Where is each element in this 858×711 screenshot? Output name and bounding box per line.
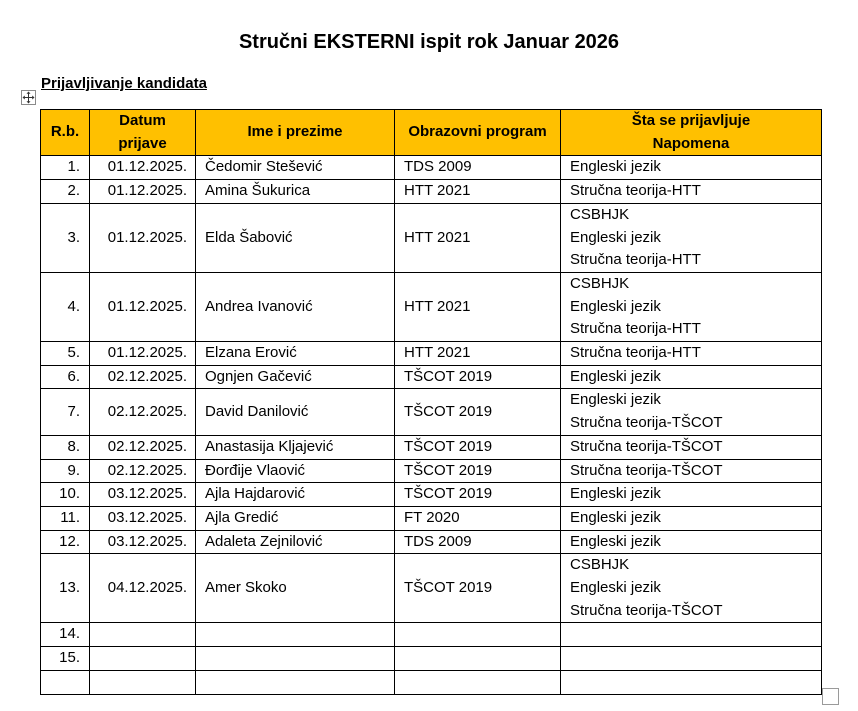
cell-program[interactable] xyxy=(395,647,561,671)
cell-napomena[interactable] xyxy=(561,459,822,483)
cell-rb[interactable]: 10. xyxy=(41,483,90,507)
cell-datum[interactable]: 01.12.2025. xyxy=(90,156,196,180)
cell-rb[interactable]: 8. xyxy=(41,435,90,459)
cell-napomena[interactable] xyxy=(561,670,822,694)
cell-program[interactable] xyxy=(395,623,561,647)
cell-rb[interactable]: 9. xyxy=(41,459,90,483)
cell-datum[interactable]: 02.12.2025. xyxy=(90,365,196,389)
cell-program[interactable]: TDS 2009 xyxy=(395,156,561,180)
cell-napomena[interactable] xyxy=(561,530,822,554)
napomena-line: Engleski jezik xyxy=(570,508,661,526)
cell-datum[interactable] xyxy=(90,647,196,671)
cell-ime[interactable]: Elda Šabović xyxy=(196,203,395,272)
napomena-line: CSBHJK xyxy=(570,274,630,292)
cell-rb[interactable]: 6. xyxy=(41,365,90,389)
cell-datum[interactable]: 01.12.2025. xyxy=(90,203,196,272)
table-row xyxy=(41,506,822,530)
cell-datum[interactable]: 02.12.2025. xyxy=(90,389,196,435)
cell-ime[interactable]: Ognjen Gačević xyxy=(196,365,395,389)
table-row xyxy=(41,483,822,507)
table-row xyxy=(41,180,822,204)
cell-datum[interactable]: 01.12.2025. xyxy=(90,180,196,204)
cell-napomena[interactable] xyxy=(561,272,822,341)
napomena-line: Engleski jezik xyxy=(570,485,661,503)
napomena-line: CSBHJK xyxy=(570,556,630,574)
cell-rb[interactable]: 11. xyxy=(41,506,90,530)
napomena-line: Stručna teorija-HTT xyxy=(570,251,701,269)
cell-program[interactable]: TŠCOT 2019 xyxy=(395,389,561,435)
header-ime: Ime i prezime xyxy=(196,110,395,156)
cell-ime[interactable]: Adaleta Zejnilović xyxy=(196,530,395,554)
cell-program[interactable]: HTT 2021 xyxy=(395,180,561,204)
cell-datum[interactable] xyxy=(90,623,196,647)
cell-rb[interactable]: 15. xyxy=(41,647,90,671)
cell-ime[interactable]: Anastasija Kljajević xyxy=(196,435,395,459)
cell-napomena[interactable] xyxy=(561,554,822,623)
header-sta xyxy=(561,110,822,156)
napomena-line: Stručna teorija-TŠCOT xyxy=(570,437,723,455)
cell-datum[interactable]: 03.12.2025. xyxy=(90,530,196,554)
cell-datum[interactable]: 04.12.2025. xyxy=(90,554,196,623)
cell-napomena[interactable] xyxy=(561,180,822,204)
cell-ime[interactable]: Ajla Hajdarović xyxy=(196,483,395,507)
cell-ime[interactable]: David Danilović xyxy=(196,389,395,435)
napomena-line: Stručna teorija-HTT xyxy=(570,344,701,362)
document-title: Stručni EKSTERNI ispit rok Januar 2026 xyxy=(238,31,620,53)
header-sta-line2: Napomena xyxy=(652,134,730,152)
header-datum xyxy=(90,110,196,156)
table-row xyxy=(41,365,822,389)
table-row xyxy=(41,670,822,694)
napomena-line: Stručna teorija-HTT xyxy=(570,182,701,200)
cell-datum[interactable]: 01.12.2025. xyxy=(90,342,196,366)
cell-program[interactable]: TŠCOT 2019 xyxy=(395,459,561,483)
table-move-handle-icon[interactable] xyxy=(21,90,36,105)
cell-napomena[interactable] xyxy=(561,483,822,507)
napomena-line: Engleski jezik xyxy=(570,367,661,385)
cell-datum[interactable]: 02.12.2025. xyxy=(90,459,196,483)
cell-program[interactable]: HTT 2021 xyxy=(395,203,561,272)
table-row xyxy=(41,203,822,272)
cell-program[interactable]: HTT 2021 xyxy=(395,272,561,341)
cell-rb[interactable]: 3. xyxy=(41,203,90,272)
cell-ime[interactable] xyxy=(196,623,395,647)
cell-napomena[interactable] xyxy=(561,506,822,530)
cell-datum[interactable]: 01.12.2025. xyxy=(90,272,196,341)
cell-ime[interactable]: Amer Skoko xyxy=(196,554,395,623)
napomena-line: CSBHJK xyxy=(570,205,630,223)
cell-rb[interactable]: 7. xyxy=(41,389,90,435)
cell-rb[interactable]: 12. xyxy=(41,530,90,554)
cell-program[interactable]: TŠCOT 2019 xyxy=(395,483,561,507)
cell-ime[interactable]: Đorđije Vlaović xyxy=(196,459,395,483)
napomena-line: Stručna teorija-TŠCOT xyxy=(570,461,723,479)
napomena-line: Engleski jezik xyxy=(570,532,661,550)
header-sta-line1: Šta se prijavljuje xyxy=(631,112,751,129)
cell-napomena[interactable] xyxy=(561,365,822,389)
cell-program[interactable]: TŠCOT 2019 xyxy=(395,435,561,459)
table-row xyxy=(41,389,822,435)
cell-program[interactable]: TŠCOT 2019 xyxy=(395,365,561,389)
cell-ime[interactable]: Čedomir Stešević xyxy=(196,156,395,180)
cell-rb[interactable]: 4. xyxy=(41,272,90,341)
cell-rb[interactable]: 14. xyxy=(41,623,90,647)
cell-datum[interactable]: 03.12.2025. xyxy=(90,483,196,507)
cell-ime[interactable]: Andrea Ivanović xyxy=(196,272,395,341)
cell-napomena[interactable] xyxy=(561,342,822,366)
cell-ime[interactable]: Ajla Gredić xyxy=(196,506,395,530)
cell-ime[interactable]: Amina Šukurica xyxy=(196,180,395,204)
table-header-row xyxy=(41,110,822,156)
table-row xyxy=(41,554,822,623)
napomena-line: Engleski jezik xyxy=(570,158,661,176)
cell-napomena[interactable] xyxy=(561,435,822,459)
napomena-line: Engleski jezik xyxy=(570,228,661,246)
header-datum-line1: Datum xyxy=(119,112,166,129)
cell-program[interactable]: FT 2020 xyxy=(395,506,561,530)
table-row xyxy=(41,623,822,647)
napomena-line: Stručna teorija-TŠCOT xyxy=(570,601,723,619)
table-row xyxy=(41,156,822,180)
table-row xyxy=(41,459,822,483)
cell-ime[interactable] xyxy=(196,647,395,671)
cell-napomena[interactable] xyxy=(561,623,822,647)
table-row xyxy=(41,272,822,341)
cell-datum[interactable]: 02.12.2025. xyxy=(90,435,196,459)
cell-ime[interactable] xyxy=(196,670,395,694)
cell-program[interactable] xyxy=(395,670,561,694)
table-row xyxy=(41,647,822,671)
cell-rb[interactable]: 13. xyxy=(41,554,90,623)
cell-rb[interactable] xyxy=(41,670,90,694)
napomena-line: Engleski jezik xyxy=(570,297,661,315)
cell-rb[interactable]: 1. xyxy=(41,156,90,180)
napomena-line: Engleski jezik xyxy=(570,391,661,409)
cell-napomena[interactable] xyxy=(561,647,822,671)
table-row xyxy=(41,435,822,459)
cell-datum[interactable]: 03.12.2025. xyxy=(90,506,196,530)
header-rb: R.b. xyxy=(41,110,90,156)
napomena-line: Stručna teorija-HTT xyxy=(570,320,701,338)
table-row xyxy=(41,530,822,554)
cell-napomena[interactable] xyxy=(561,203,822,272)
cell-program[interactable]: TDS 2009 xyxy=(395,530,561,554)
cell-program[interactable]: HTT 2021 xyxy=(395,342,561,366)
cell-program[interactable]: TŠCOT 2019 xyxy=(395,554,561,623)
cell-rb[interactable]: 2. xyxy=(41,180,90,204)
napomena-line: Stručna teorija-TŠCOT xyxy=(570,414,723,432)
cell-napomena[interactable] xyxy=(561,389,822,435)
cell-datum[interactable] xyxy=(90,670,196,694)
section-heading: Prijavljivanje kandidata xyxy=(41,75,207,92)
cell-napomena[interactable] xyxy=(561,156,822,180)
table-row xyxy=(41,342,822,366)
cell-ime[interactable]: Elzana Erović xyxy=(196,342,395,366)
napomena-line: Engleski jezik xyxy=(570,579,661,597)
header-datum-line2: prijave xyxy=(118,134,167,152)
candidates-table xyxy=(40,109,822,695)
header-program: Obrazovni program xyxy=(395,110,561,156)
cell-rb[interactable]: 5. xyxy=(41,342,90,366)
table-resize-handle-icon[interactable] xyxy=(822,688,839,705)
